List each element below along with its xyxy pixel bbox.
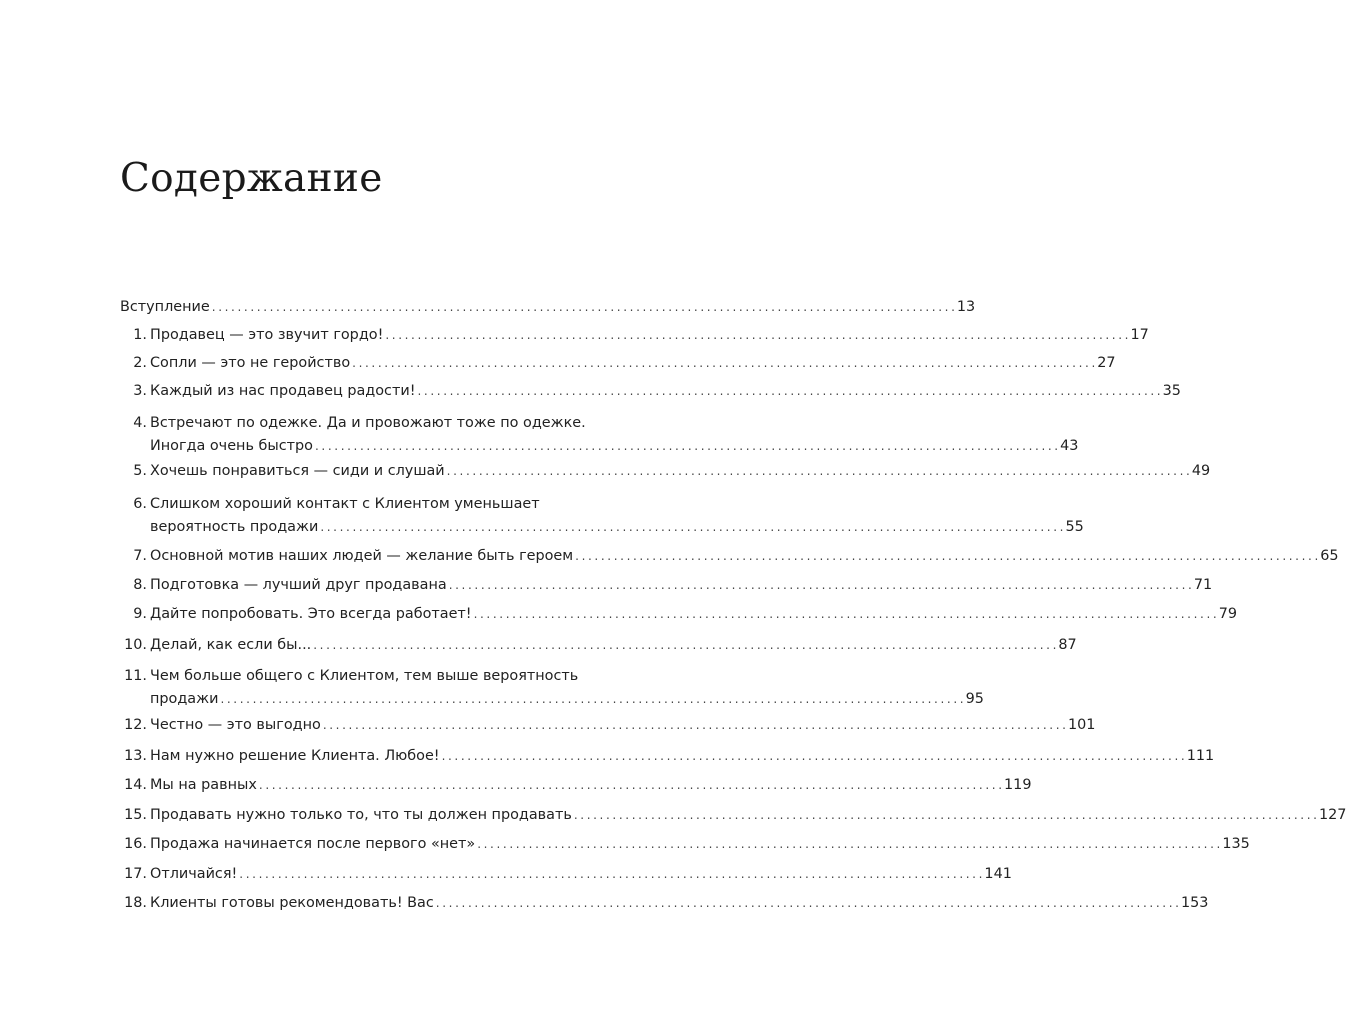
toc-entry-line: [120, 774, 1032, 797]
dot-leader: [259, 774, 1002, 797]
toc-entry[interactable]: [120, 714, 1096, 737]
toc-entry-line: [120, 603, 1238, 626]
dot-leader: [477, 833, 1220, 856]
toc-entry-line: [120, 665, 632, 688]
toc-entry[interactable]: [120, 460, 1211, 483]
toc-entry-number: 5.: [133, 463, 147, 479]
toc-entry-line: [120, 688, 984, 711]
toc-entry-number: 16.: [124, 836, 147, 852]
toc-entry-page-number: 111: [1186, 748, 1215, 764]
toc-entry-title: Отличайся!: [150, 866, 238, 882]
toc-entry[interactable]: [120, 634, 1077, 657]
toc-entry-line: [120, 352, 1116, 375]
toc-entry-title: Продавец — это звучит гордо!: [150, 327, 384, 343]
toc-entry-page-number: 79: [1218, 606, 1238, 622]
toc-entry-number: 14.: [124, 777, 147, 793]
toc-entry[interactable]: [120, 380, 1181, 403]
dot-leader: [323, 714, 1066, 737]
toc-entry-number: 6.: [133, 496, 147, 512]
toc-entry-line: [120, 892, 1209, 915]
toc-entry-page-number: 35: [1162, 383, 1181, 399]
toc-entry-number: 18.: [124, 895, 147, 911]
toc-entry-number: 15.: [124, 807, 147, 823]
toc-entry[interactable]: [120, 352, 1116, 375]
toc-entry[interactable]: [120, 296, 976, 319]
toc-entry-title: Подготовка — лучший друг продавана: [150, 577, 447, 593]
toc-entry-page-number: 27: [1097, 355, 1116, 371]
toc-entry-line: [120, 435, 1079, 458]
toc-entry-line: [120, 574, 1213, 597]
toc-entry[interactable]: [120, 603, 1238, 626]
toc-entry-number: 8.: [133, 577, 147, 593]
toc-entry[interactable]: [120, 412, 1079, 458]
toc-entry[interactable]: [120, 665, 984, 711]
toc-entry-page-number: 101: [1067, 717, 1096, 733]
dot-leader: [449, 574, 1192, 597]
toc-entry-title: вероятность продажи: [150, 519, 319, 535]
toc-entry-page-number: 43: [1060, 438, 1079, 454]
toc-entry[interactable]: [120, 804, 1346, 827]
toc-entry-title: Продавать нужно только то, что ты должен продавать: [150, 807, 572, 823]
toc-entry-title: Основной мотив наших людей — желание быть героем: [150, 548, 574, 564]
toc-entry-page-number: 49: [1191, 463, 1211, 479]
toc-entry-title: Вступление: [120, 299, 210, 315]
dot-leader: [385, 324, 1128, 347]
toc-entry-title: продажи: [150, 691, 219, 707]
toc-entry-number: 13.: [124, 748, 147, 764]
toc-entry-title: Слишком хороший контакт с Клиентом уменьшает: [150, 496, 540, 512]
toc-entry-number: 11.: [124, 668, 147, 684]
toc-entry[interactable]: [120, 574, 1213, 597]
toc-entry-page-number: 17: [1130, 327, 1149, 343]
toc-entry-page-number: 87: [1058, 637, 1077, 653]
toc-entry-line: [120, 516, 1084, 539]
toc-entry-line: [120, 833, 1250, 856]
toc-entry-line: [120, 296, 976, 319]
toc-entry-line: [120, 412, 632, 435]
toc-entry[interactable]: [120, 863, 1012, 886]
toc-entry-page-number: 135: [1222, 836, 1250, 852]
toc-entry[interactable]: [120, 324, 1149, 347]
toc-entry-title: Хочешь понравиться — сиди и слушай: [150, 463, 445, 479]
dot-leader: [575, 545, 1318, 568]
toc-entry-page-number: 71: [1193, 577, 1213, 593]
toc-entry-page-number: 55: [1065, 519, 1084, 535]
toc-entry-title: Каждый из нас продавец радости!: [150, 383, 416, 399]
dot-leader: [320, 516, 1063, 539]
toc-entry-number: 12.: [124, 717, 147, 733]
toc-entry-title: Нам нужно решение Клиента. Любое!: [150, 748, 440, 764]
toc-entry[interactable]: [120, 493, 1084, 539]
toc-entry-line: [120, 460, 1211, 483]
toc-entry-line: [120, 634, 1077, 657]
dot-leader: [417, 380, 1160, 403]
dot-leader: [447, 460, 1190, 483]
dot-leader: [436, 892, 1179, 915]
toc-entry-page-number: 153: [1180, 895, 1209, 911]
toc-entry-title: Дайте попробовать. Это всегда работает!: [150, 606, 472, 622]
toc-entry-title: Иногда очень быстро: [150, 438, 313, 454]
toc-entry-number: 4.: [133, 415, 147, 431]
toc-entry-line: [120, 545, 1339, 568]
dot-leader: [574, 804, 1317, 827]
toc-entry[interactable]: [120, 892, 1209, 915]
toc-entry-title: Делай, как если бы...: [150, 637, 312, 653]
toc-entry-page-number: 95: [965, 691, 984, 707]
dot-leader: [442, 745, 1185, 768]
dot-leader: [220, 688, 963, 711]
toc-entry-page-number: 65: [1320, 548, 1339, 564]
toc-entry-line: [120, 863, 1012, 886]
dot-leader: [212, 296, 955, 319]
toc-entry-title: Клиенты готовы рекомендовать! Вас: [150, 895, 434, 911]
toc-entry-title: Сопли — это не геройство: [150, 355, 351, 371]
toc-entry-page-number: 127: [1318, 807, 1346, 823]
dot-leader: [239, 863, 982, 886]
toc-entry[interactable]: [120, 774, 1032, 797]
toc-entry-line: [120, 804, 1346, 827]
toc-entry[interactable]: [120, 545, 1339, 568]
toc-entry-number: 3.: [133, 383, 147, 399]
toc-entry-page-number: 119: [1004, 777, 1032, 793]
dot-leader: [352, 352, 1095, 375]
page-title: Содержание: [120, 156, 383, 201]
toc-entry-number: 1.: [133, 327, 147, 343]
toc-entry-page-number: 13: [956, 299, 976, 315]
toc-entry-line: [120, 745, 1215, 768]
toc-entry-page-number: 141: [984, 866, 1012, 882]
dot-leader: [315, 435, 1058, 458]
toc-entry-number: 2.: [133, 355, 147, 371]
toc-entry-line: [120, 493, 632, 516]
toc-entry-number: 7.: [133, 548, 147, 564]
toc-entry-title: Мы на равных: [150, 777, 257, 793]
dot-leader: [313, 634, 1056, 657]
toc-entry-line: [120, 324, 1149, 347]
toc-entry-title: Продажа начинается после первого «нет»: [150, 836, 476, 852]
toc-entry-title: Чем больше общего с Клиентом, тем выше вероятность: [150, 668, 579, 684]
dot-leader: [474, 603, 1217, 626]
toc-entry[interactable]: [120, 745, 1215, 768]
toc-entry-number: 17.: [124, 866, 147, 882]
toc-entry-line: [120, 714, 1096, 737]
toc-entry[interactable]: [120, 833, 1250, 856]
toc-entry-title: Честно — это выгодно: [150, 717, 321, 733]
toc-entry-number: 9.: [133, 606, 147, 622]
toc-entry-title: Встречают по одежке. Да и провожают тоже по одежке.: [150, 415, 586, 431]
toc-entry-number: 10.: [124, 637, 147, 653]
toc-entry-line: [120, 380, 1181, 403]
